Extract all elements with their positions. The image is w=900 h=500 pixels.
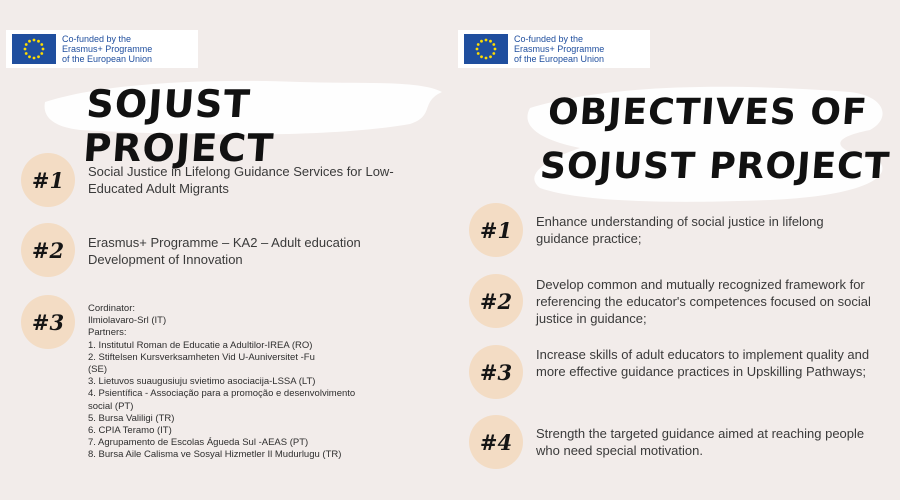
eu-flag-icon	[464, 34, 508, 64]
right-panel	[450, 0, 900, 500]
partner-line: 5. Bursa Valiligi (TR)	[88, 412, 175, 424]
badge-2: #2	[469, 274, 523, 328]
partner-line: social (PT)	[88, 400, 134, 412]
partner-line: 6. CPIA Teramo (IT)	[88, 425, 172, 437]
eu-text-line1: Co-funded by the	[62, 34, 132, 44]
eu-cofunded-text	[62, 34, 152, 64]
badge-4: #4	[469, 415, 523, 469]
badge-1: #1	[21, 153, 75, 207]
badge-1: #1	[469, 203, 523, 257]
right-item-4-text: Strength the targeted guidance aimed at reaching people who need special motivation.	[536, 426, 865, 458]
eu-text-line3: of the European Union	[62, 54, 153, 64]
eu-text-line1: Co-funded by the	[514, 34, 584, 44]
partner-line: 7. Agrupamento de Escolas Águeda Sul -AEAS (PT)	[88, 437, 309, 449]
partner-line: 3. Lietuvos suaugusiuju svietimo asociacija-LSSA (LT)	[88, 376, 316, 388]
partners-label: Partners:	[88, 327, 127, 339]
eu-flag-icon	[12, 34, 56, 64]
right-title-line2: SOJUST PROJECT	[538, 146, 892, 187]
badge-3: #3	[469, 345, 523, 399]
eu-text-line2: Erasmus+ Programme	[62, 44, 153, 54]
eu-cofunded-banner	[458, 30, 650, 68]
eu-cofunded-text	[514, 34, 604, 64]
badge-2: #2	[21, 223, 75, 277]
eu-text-line3: of the European Union	[514, 54, 605, 64]
partners-list	[88, 303, 438, 462]
partner-line: 4. Psientífica - Associação para a promoção e desenvolvimento	[88, 388, 356, 400]
cordinator-name: Ilmiolavaro-Srl (IT)	[88, 315, 167, 327]
right-item-1-text: Enhance understanding of social justice in lifelong guidance practice;	[536, 214, 824, 246]
partner-line: 2. Stiftelsen Kursverksamheten Vid U-Auniversitet -Fu	[88, 351, 315, 363]
right-title-line1: OBJECTIVES OF	[546, 92, 869, 133]
partner-line: 8. Bursa Aile Calisma ve Sosyal Hizmetler Il Mudurlugu (TR)	[88, 449, 342, 461]
partner-line: (SE)	[88, 364, 107, 376]
cordinator-label: Cordinator:	[88, 303, 135, 314]
left-item-2-text: Erasmus+ Programme – KA2 – Adult education Development of Innovation	[88, 235, 361, 267]
badge-3: #3	[21, 295, 75, 349]
eu-cofunded-banner	[6, 30, 198, 68]
left-title: SOJUST PROJECT	[81, 82, 276, 170]
left-item-1-text: Social Justice in Lifelong Guidance Services for Low-Educated Adult Migrants	[88, 164, 394, 196]
right-item-2-text: Develop common and mutually recognized framework for referencing the educator's competences focused on social justice in guidance;	[536, 277, 871, 326]
eu-text-line2: Erasmus+ Programme	[514, 44, 605, 54]
partner-line: 1. Institutul Roman de Educatie a Adultilor-IREA (RO)	[88, 339, 313, 351]
right-item-3-text: Increase skills of adult educators to implement quality and more effective guidance practices in Upskilling Pathways;	[536, 347, 870, 379]
